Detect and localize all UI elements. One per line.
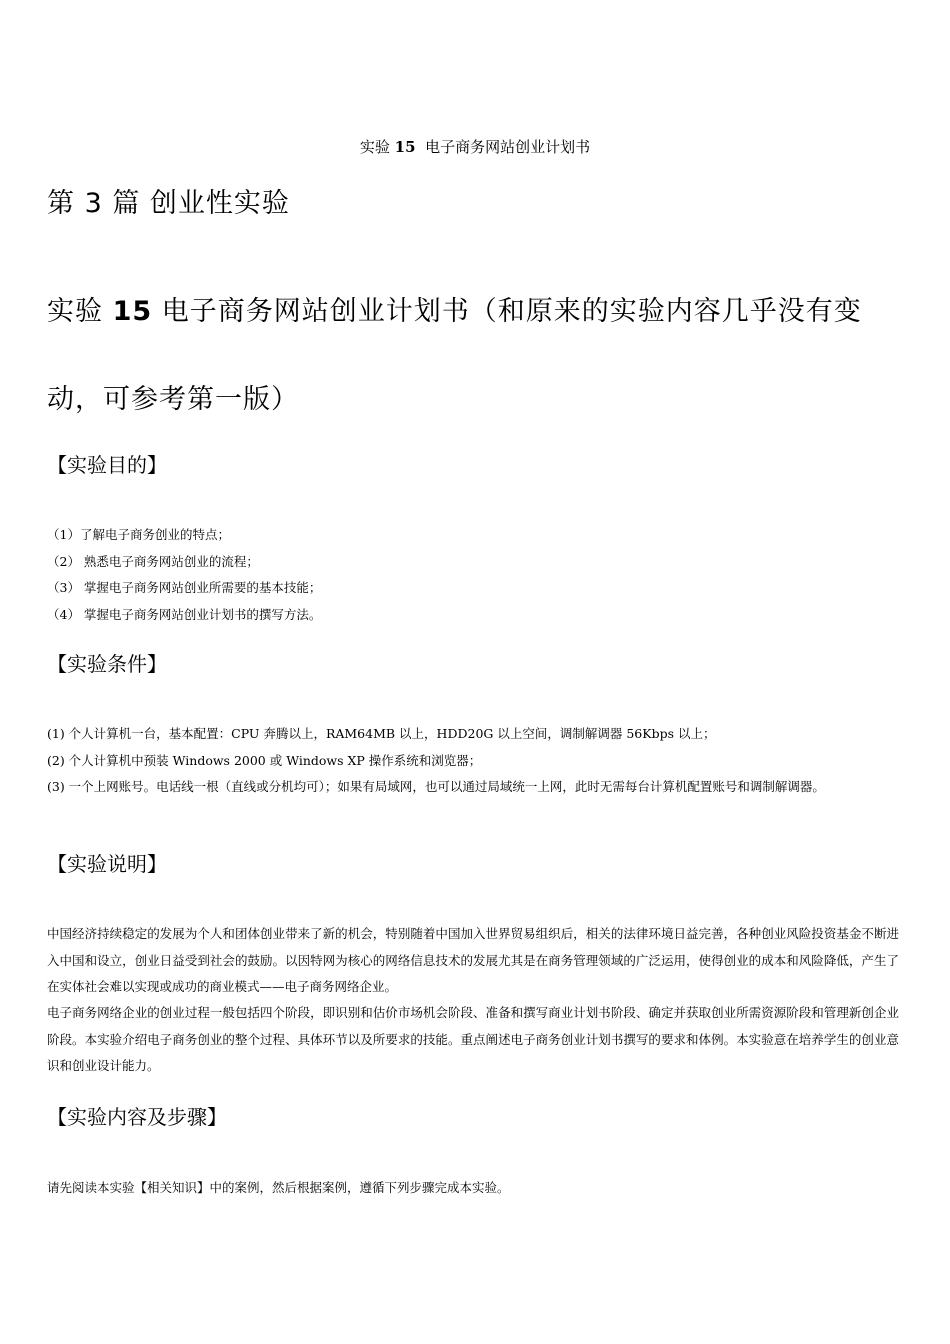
- list-item: (2) 个人计算机中预装 Windows 2000 或 Windows XP 操作系统和浏览器；: [47, 752, 482, 768]
- description-paragraph-1: 中国经济持续稳定的发展为个人和团体创业带来了新的机会，特别随着中国加入世界贸易组织后，相关的法律环境日益完善，各种创业风险投资基金不断进入中国和设立，创业日益受到社会的鼓励。以因特网为核心的网络信息技术的发展尤其是在商务管理领域的广泛运用，使得创业的成本和风险降低，产生了在实体社会难以实现或成功的商业模式——电子商务网络企业。: [47, 926, 899, 994]
- list-item: （2） 熟悉电子商务网站创业的流程；: [47, 553, 259, 569]
- list-item: (1) 个人计算机一台，基本配置：CPU 奔腾以上，RAM64MB 以上，HDD20G 以上空间，调制解调器 56Kbps 以上；: [47, 726, 716, 741]
- running-header-title: 电子商务网站创业计划书: [425, 138, 591, 156]
- running-header-prefix: 实验: [359, 138, 390, 156]
- chapter-title: [47, 268, 907, 444]
- running-header-number: 15: [394, 138, 416, 156]
- list-item: (3) 一个上网账号。电话线一根（直线或分机均可）；如果有局域网，也可以通过局域统一上网，此时无需每台计算机配置账号和调制解调器。: [47, 779, 825, 794]
- list-item: （4） 掌握电子商务网站创业计划书的撰写方法。: [47, 606, 322, 622]
- steps-paragraph: 请先阅读本实验【相关知识】中的案例，然后根据案例，遵循下列步骤完成本实验。: [47, 1180, 510, 1195]
- part-title: 第 3 篇 创业性实验: [47, 188, 290, 219]
- description-paragraph-2: 电子商务网络企业的创业过程一般包括四个阶段，即识别和估价市场机会阶段、准备和撰写商业计划书阶段、确定并获取创业所需资源阶段和管理新创企业阶段。本实验介绍电子商务创业的整个过程、具体环节以及所要求的技能。重点阐述电子商务创业计划书撰写的要求和体例。本实验意在培养学生的创业意识和创业设计能力。: [47, 1005, 899, 1073]
- conditions-list: [47, 721, 907, 801]
- section-heading-purpose: 【实验目的】: [47, 453, 167, 477]
- chapter-title-number: 15: [112, 296, 153, 327]
- list-item: （3） 掌握电子商务网站创业所需要的基本技能；: [47, 580, 322, 595]
- chapter-title-prefix: 实验: [47, 296, 113, 327]
- purpose-list: [47, 522, 907, 628]
- section-heading-conditions: 【实验条件】: [47, 652, 167, 676]
- running-header: [0, 137, 950, 157]
- section-heading-steps: 【实验内容及步骤】: [47, 1105, 227, 1129]
- section-heading-description: 【实验说明】: [47, 852, 167, 876]
- list-item: （1）了解电子商务创业的特点；: [47, 527, 230, 542]
- chapter-title-text: 电子商务网站创业计划书（和原来的实验内容几乎没有变动，可参考第一版）: [47, 296, 862, 415]
